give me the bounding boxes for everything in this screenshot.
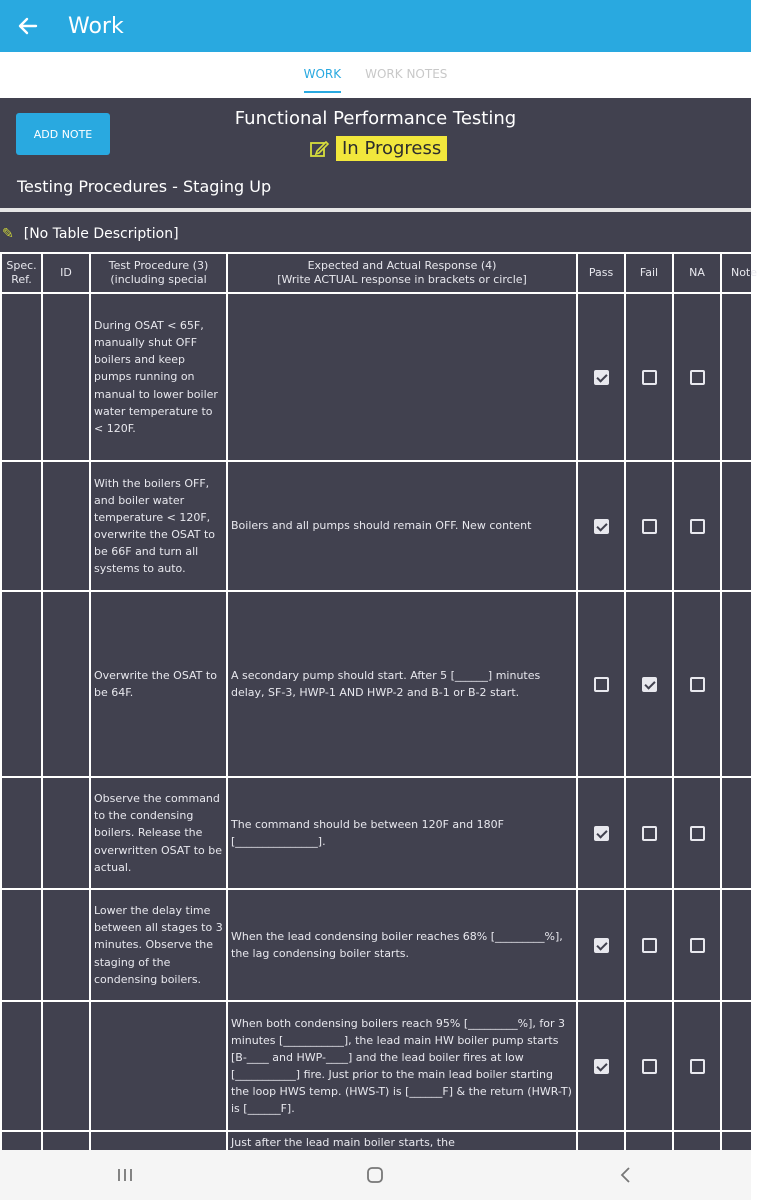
system-nav-bar xyxy=(0,1150,751,1200)
na-checkbox[interactable] xyxy=(690,677,705,692)
notes-cell[interactable] xyxy=(721,293,767,461)
table-header-row xyxy=(1,253,767,293)
tab-work-notes[interactable]: WORK NOTES xyxy=(365,67,448,81)
fail-checkbox[interactable] xyxy=(642,519,657,534)
id-cell xyxy=(42,889,90,1001)
table-row xyxy=(1,591,767,777)
response-cell[interactable]: Just after the lead main boiler starts, the xyxy=(227,1131,577,1191)
id-cell xyxy=(42,1001,90,1131)
table-description-text: [No Table Description] xyxy=(23,226,179,242)
status-area xyxy=(308,136,447,161)
tab-work[interactable]: WORK xyxy=(304,57,342,93)
home-icon xyxy=(366,1166,384,1184)
spec-ref-cell xyxy=(1,461,42,591)
response-cell[interactable] xyxy=(227,293,577,461)
notes-cell[interactable] xyxy=(721,591,767,777)
id-cell xyxy=(42,293,90,461)
id-cell xyxy=(42,591,90,777)
pass-checkbox[interactable] xyxy=(594,370,609,385)
notes-cell[interactable] xyxy=(721,1001,767,1131)
table-row xyxy=(1,293,767,461)
response-cell[interactable]: The command should be between 120F and 180F [_______________]. xyxy=(227,777,577,889)
form-content xyxy=(0,98,758,1150)
table-row xyxy=(1,777,767,889)
col-notes: Note xyxy=(721,253,767,293)
fail-checkbox[interactable] xyxy=(642,677,657,692)
pass-checkbox[interactable] xyxy=(594,826,609,841)
recents-button[interactable] xyxy=(95,1155,155,1195)
procedure-cell[interactable]: Overwrite the OSAT to be 64F. xyxy=(90,591,227,777)
pass-checkbox[interactable] xyxy=(594,1059,609,1074)
na-checkbox[interactable] xyxy=(690,519,705,534)
back-icon xyxy=(619,1166,633,1184)
procedure-cell[interactable]: During OSAT < 65F, manually shut OFF boilers and keep pumps running on manual to lower boiler water temperature to < 120F. xyxy=(90,293,227,461)
table-row xyxy=(1,1001,767,1131)
fail-checkbox[interactable] xyxy=(642,938,657,953)
response-cell[interactable]: When both condensing boilers reach 95% [_________%], for 3 minutes [___________], the lead main HW boiler pump starts [B-____ and HWP-____] and the lead boiler fires at low [___________] fire. Just prior to the main lead boiler starting the loop HWS temp. (HWS-T) is [______F] & the return (HWR-T) is [______F]. xyxy=(227,1001,577,1131)
col-fail: Fail xyxy=(625,253,673,293)
app-title: Work xyxy=(68,13,124,39)
form-title: Functional Performance Testing xyxy=(234,108,517,129)
system-back-button[interactable] xyxy=(596,1155,656,1195)
tab-bar xyxy=(0,52,751,98)
spec-ref-cell xyxy=(1,1001,42,1131)
pass-checkbox[interactable] xyxy=(594,677,609,692)
response-cell[interactable]: A secondary pump should start. After 5 [______] minutes delay, SF-3, HWP-1 AND HWP-2 and B-1 or B-2 start. xyxy=(227,591,577,777)
pass-checkbox[interactable] xyxy=(594,938,609,953)
status-badge: In Progress xyxy=(336,136,447,161)
procedure-cell[interactable]: Lower the delay time between all stages to 3 minutes. Observe the staging of the condensing boilers. xyxy=(90,889,227,1001)
na-checkbox[interactable] xyxy=(690,1059,705,1074)
notes-cell[interactable] xyxy=(721,889,767,1001)
pencil-icon[interactable]: ✎ xyxy=(2,226,14,242)
spec-ref-cell xyxy=(1,293,42,461)
back-button[interactable] xyxy=(0,0,56,52)
fail-checkbox[interactable] xyxy=(642,1059,657,1074)
section-title: Testing Procedures - Staging Up xyxy=(17,177,272,196)
spec-ref-cell xyxy=(1,777,42,889)
pass-checkbox[interactable] xyxy=(594,519,609,534)
notes-cell[interactable] xyxy=(721,777,767,889)
id-cell xyxy=(42,461,90,591)
section-divider xyxy=(0,208,751,212)
na-checkbox[interactable] xyxy=(690,370,705,385)
col-id: ID xyxy=(42,253,90,293)
col-pass: Pass xyxy=(577,253,625,293)
procedure-cell[interactable]: With the boilers OFF, and boiler water temperature < 120F, overwrite the OSAT to be 66F and turn all systems to auto. xyxy=(90,461,227,591)
fail-checkbox[interactable] xyxy=(642,370,657,385)
table-description xyxy=(0,216,751,252)
response-cell[interactable]: Boilers and all pumps should remain OFF. New content xyxy=(227,461,577,591)
notes-cell[interactable] xyxy=(721,461,767,591)
procedure-cell[interactable]: Observe the command to the condensing boilers. Release the overwritten OSAT to be actual. xyxy=(90,777,227,889)
table-row xyxy=(1,461,767,591)
table-row xyxy=(1,889,767,1001)
id-cell xyxy=(42,777,90,889)
app-bar xyxy=(0,0,751,52)
na-checkbox[interactable] xyxy=(690,826,705,841)
testing-table xyxy=(0,252,768,1192)
col-spec-ref: Spec. Ref. xyxy=(1,253,42,293)
col-response xyxy=(227,253,577,293)
arrow-left-icon xyxy=(18,16,38,36)
spec-ref-cell xyxy=(1,591,42,777)
edit-status-icon[interactable] xyxy=(308,138,330,160)
spec-ref-cell xyxy=(1,889,42,1001)
col-response-line2: [Write ACTUAL response in brackets or circle] xyxy=(277,273,527,286)
add-note-button[interactable]: ADD NOTE xyxy=(16,113,110,155)
col-test-procedure xyxy=(90,253,227,293)
col-response-line1: Expected and Actual Response (4) xyxy=(307,258,497,272)
home-button[interactable] xyxy=(345,1155,405,1195)
na-checkbox[interactable] xyxy=(690,938,705,953)
recents-icon xyxy=(116,1167,134,1183)
form-header xyxy=(0,98,751,208)
response-cell[interactable]: When the lead condensing boiler reaches 68% [_________%], the lag condensing boiler starts. xyxy=(227,889,577,1001)
procedure-cell[interactable] xyxy=(90,1001,227,1131)
col-test-procedure-line2: (including special xyxy=(110,273,207,286)
col-na: NA xyxy=(673,253,721,293)
fail-checkbox[interactable] xyxy=(642,826,657,841)
col-test-procedure-line1: Test Procedure (3) xyxy=(108,258,209,272)
